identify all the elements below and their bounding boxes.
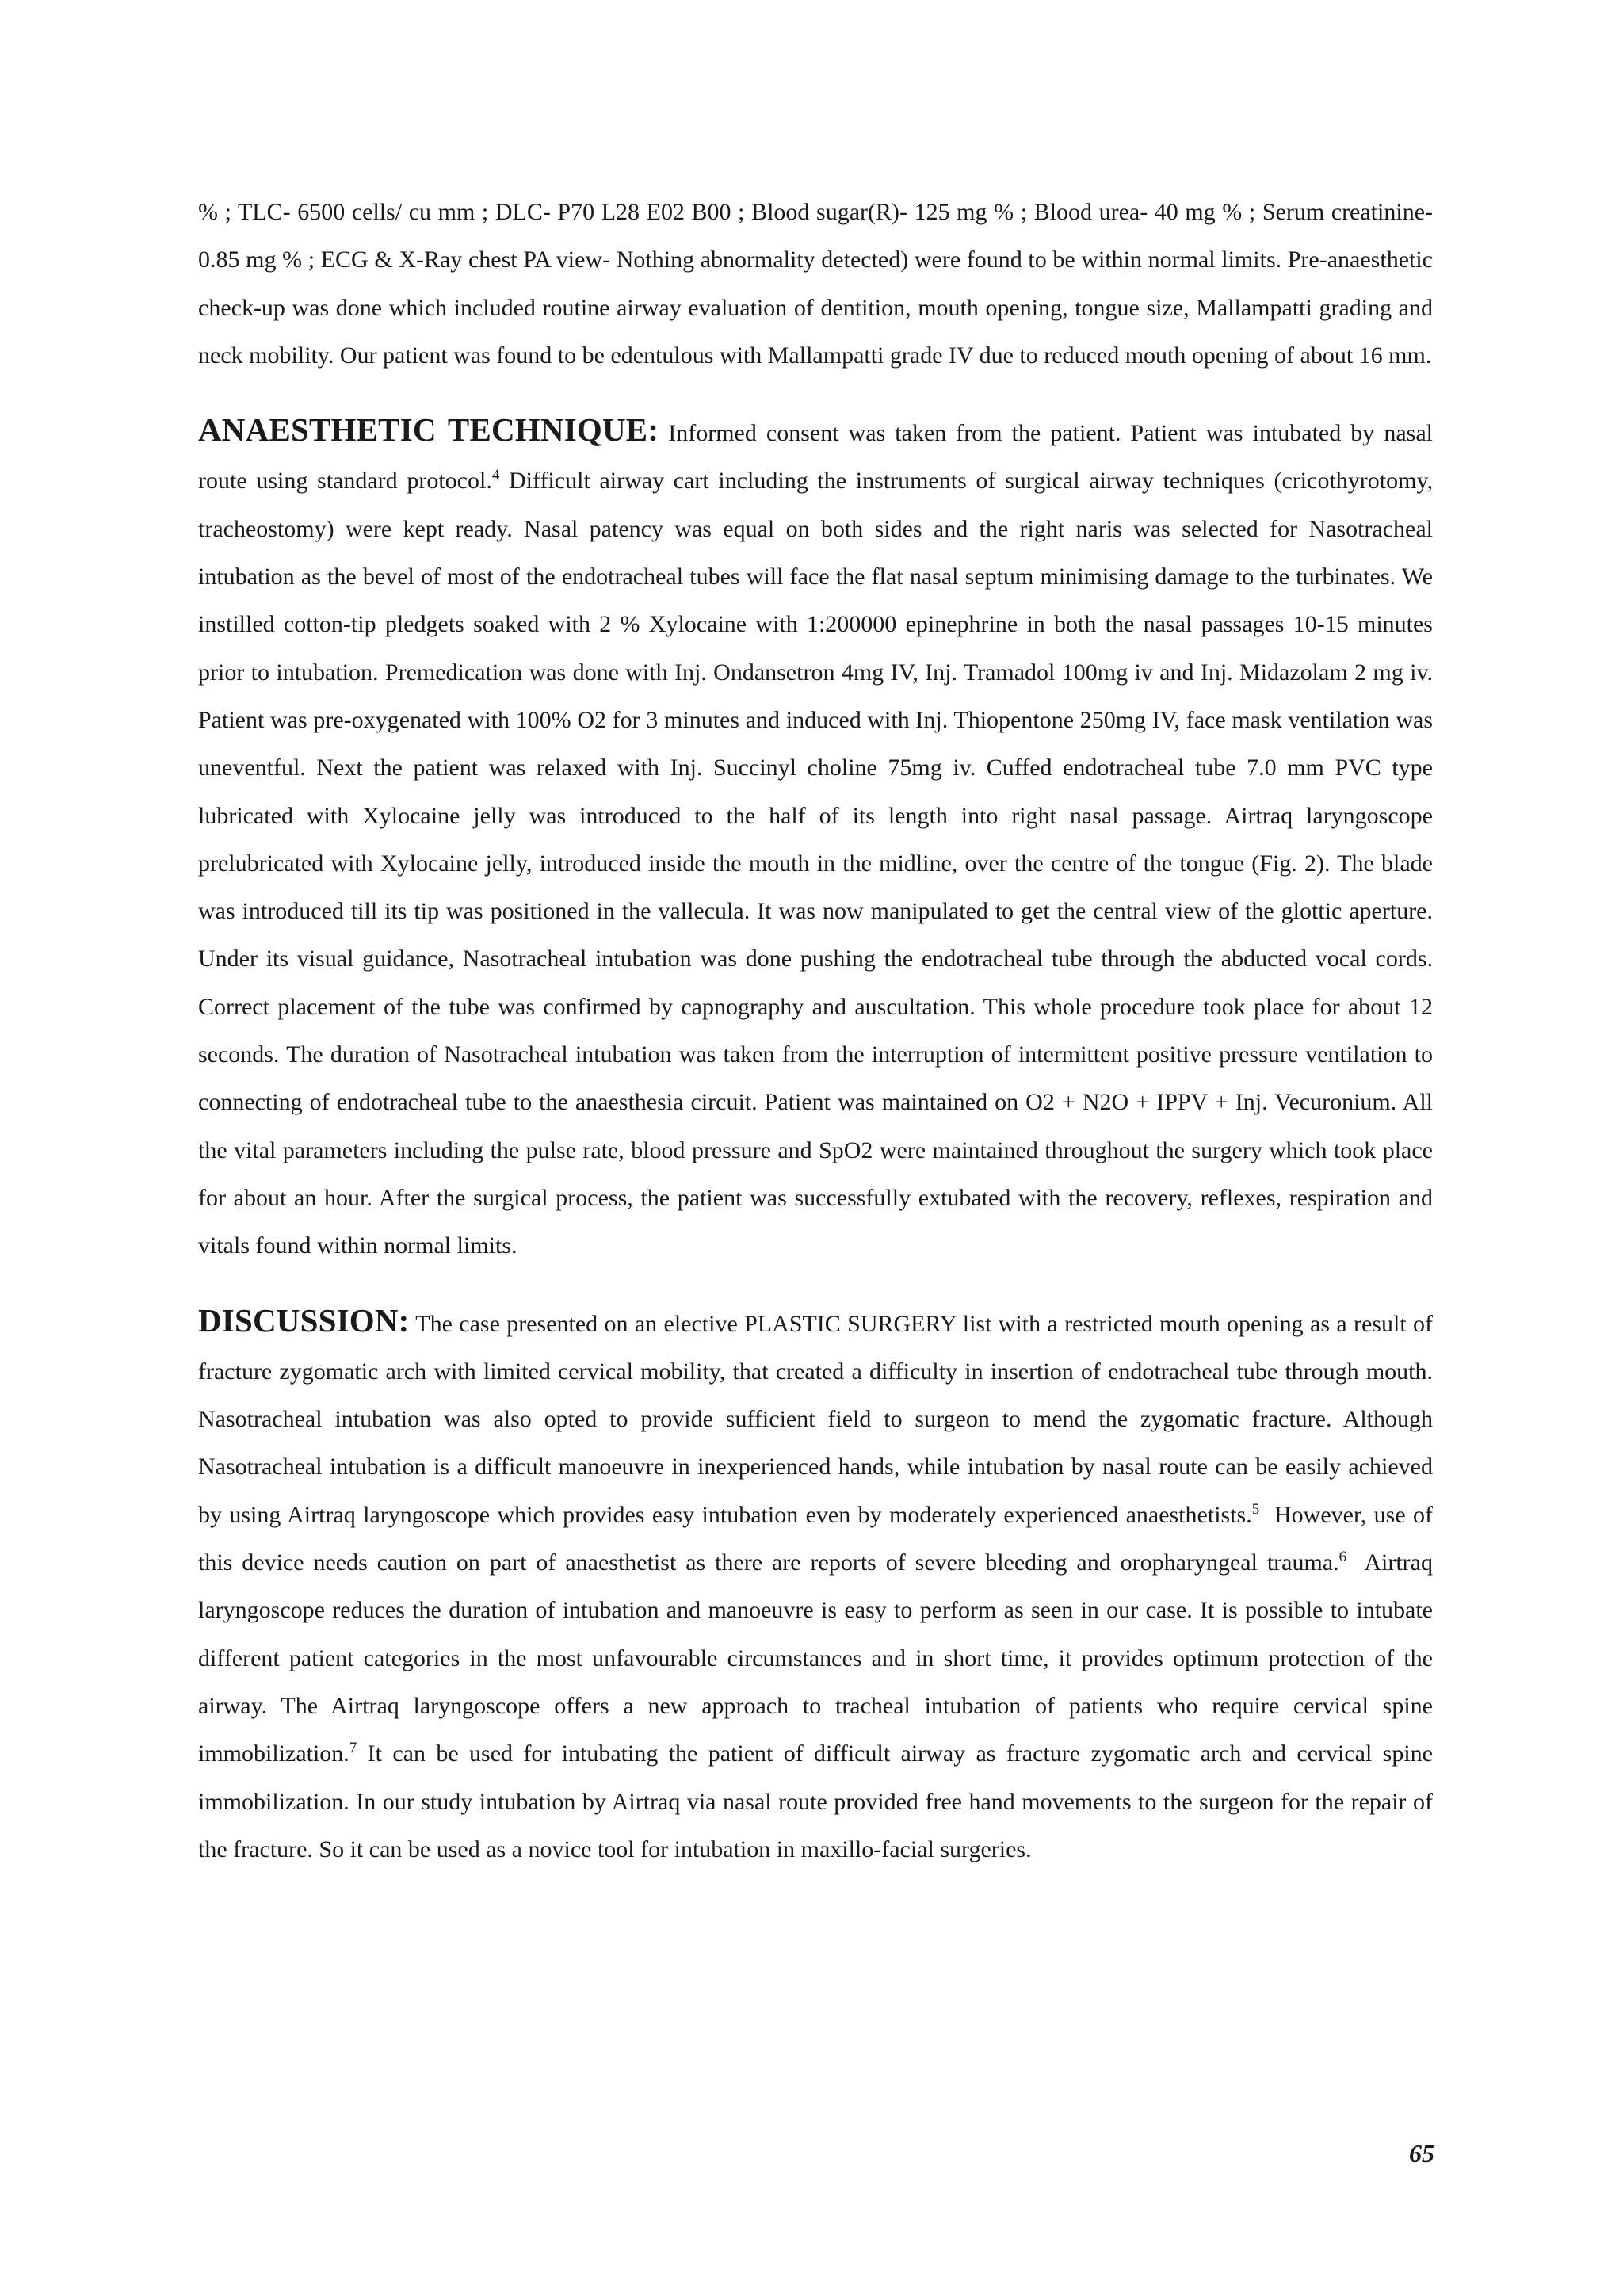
technique-text-1: Informed consent was taken from the patient. Patient was intubated by nasal route using standard protocol. (198, 420, 1433, 495)
technique-paragraph (198, 406, 1433, 1270)
section-spacer (198, 1270, 1433, 1297)
discussion-text-2: However, use of this device needs caution on part of anaesthetist as there are reports of severe bleeding and oropharyngeal trauma. (198, 1501, 1434, 1576)
reference-5: 5 (1251, 1500, 1260, 1518)
page-body (198, 189, 1433, 1874)
discussion-paragraph (198, 1297, 1433, 1874)
intro-text: % ; TLC- 6500 cells/ cu mm ; DLC- P70 L28 E02 B00 ; Blood sugar(R)- 125 mg % ; Blood urea- 40 mg % ; Serum creatinine- 0.85 mg % ; ECG & X-Ray chest PA view- Nothing abnormality detected) were found to be within normal limits. Pre-anaesthetic check-up was done which included routine airway evaluation of dentition, mouth opening, tongue size, Mallampatti grading and neck mobility. Our patient was found to be edentulous with Mallampatti grade IV due to reduced mouth opening of about 16 mm. (198, 199, 1433, 369)
discussion-text-1: The case presented on an elective PLASTIC SURGERY list with a restricted mouth opening as a result of fracture zygomatic arch with limited cervical mobility, that created a difficulty in insertion of endotracheal tube through mouth. Nasotracheal intubation was also opted to provide sufficient field to surgeon to mend the zygomatic fracture. Although Nasotracheal intubation is a difficult manoeuvre in inexperienced hands, while intubation by nasal route can be easily achieved by using Airtraq laryngoscope which provides easy intubation even by moderately experienced anaesthetists. (198, 1310, 1433, 1528)
discussion-text-3: Airtraq laryngoscope reduces the duration of intubation and manoeuvre is easy to perform as seen in our case. It is possible to intubate different patient categories in the most unfavourable circumstances and in short time, it provides optimum protection of the airway. The Airtraq laryngoscope offers a new approach to tracheal intubation of patients who require cervical spine immobilization. (198, 1549, 1433, 1767)
intro-paragraph (198, 189, 1433, 380)
reference-4: 4 (491, 467, 500, 484)
reference-6: 6 (1338, 1549, 1347, 1566)
reference-7: 7 (349, 1740, 357, 1757)
discussion-heading: DISCUSSION: (198, 1301, 410, 1339)
technique-heading: ANAESTHETIC TECHNIQUE: (198, 411, 659, 449)
technique-text-2: Difficult airway cart including the instruments of surgical airway techniques (cricothyrotomy, tracheostomy) were kept ready. Nasal patency was equal on both sides and the right naris was selected for Nasotracheal intubation as the bevel of most of the endotracheal tubes will face the flat nasal septum minimising damage to the turbinates. We instilled cotton-tip pledgets soaked with 2 % Xylocaine with 1:200000 epinephrine in both the nasal passages 10-15 minutes prior to intubation. Premedication was done with Inj. Ondansetron 4mg IV, Inj. Tramadol 100mg iv and Inj. Midazolam 2 mg iv. Patient was pre-oxygenated with 100% O2 for 3 minutes and induced with Inj. Thiopentone 250mg IV, face mask ventilation was uneventful. Next the patient was relaxed with Inj. Succinyl choline 75mg iv. Cuffed endotracheal tube 7.0 mm PVC type lubricated with Xylocaine jelly was introduced to the half of its length into right nasal passage. Airtraq laryngoscope prelubricated with Xylocaine jelly, introduced inside the mouth in the midline, over the centre of the tongue (Fig. 2). The blade was introduced till its tip was positioned in the vallecula. It was now manipulated to get the central view of the glottic aperture. Under its visual guidance, Nasotracheal intubation was done pushing the endotracheal tube through the abducted vocal cords. Correct placement of the tube was confirmed by capnography and auscultation. This whole procedure took place for about 12 seconds. The duration of Nasotracheal intubation was taken from the interruption of intermittent positive pressure ventilation to connecting of endotracheal tube to the anaesthesia circuit. Patient was maintained on O2 + N2O + IPPV + Inj. Vecuronium. All the vital parameters including the pulse rate, blood pressure and SpO2 were maintained throughout the surgery which took place for about an hour. After the surgical process, the patient was successfully extubated with the recovery, reflexes, respiration and vitals found within normal limits. (198, 468, 1434, 1259)
section-spacer (198, 380, 1433, 406)
discussion-text-4: It can be used for intubating the patient of difficult airway as fracture zygomatic arch and cervical spine immobilization. In our study intubation by Airtraq via nasal route provided free hand movements to the surgeon for the repair of the fracture. So it can be used as a novice tool for intubation in maxillo-facial surgeries. (198, 1740, 1434, 1862)
page-number: 65 (1409, 2139, 1434, 2168)
